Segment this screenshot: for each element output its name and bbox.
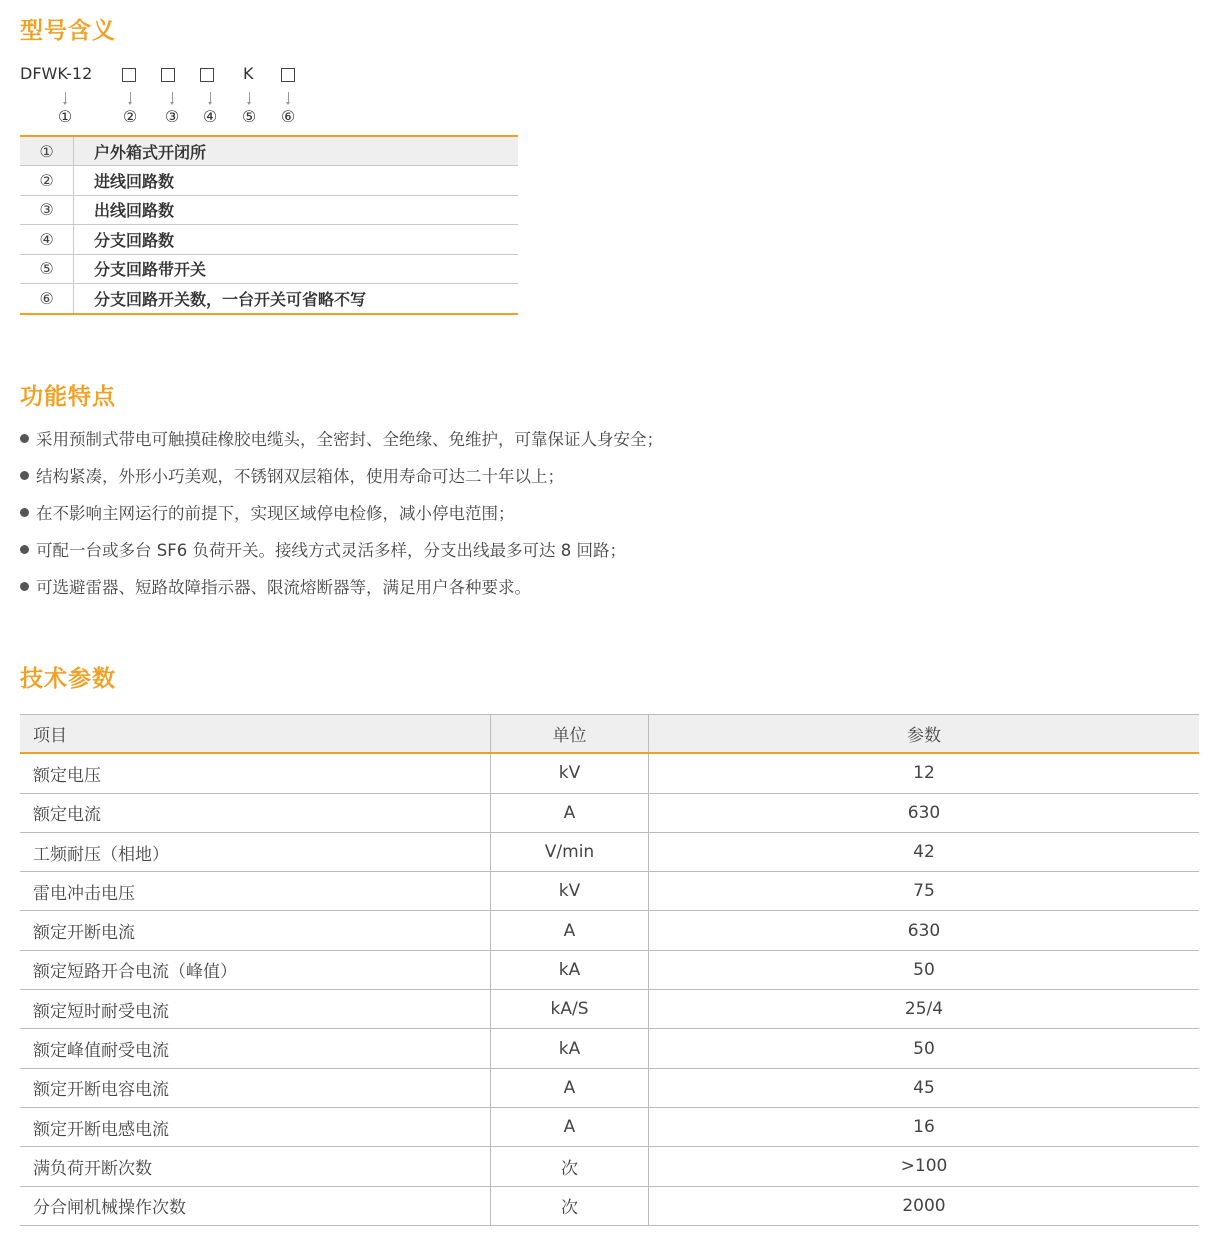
arrow-down-icon	[130, 92, 131, 104]
table-header-row	[20, 715, 1199, 754]
param-unit: A	[491, 1108, 649, 1146]
table-row	[20, 137, 518, 166]
table-row	[20, 1147, 1199, 1186]
param-unit: kV	[491, 872, 649, 910]
param-unit: 次	[491, 1147, 649, 1185]
param-item: 额定短路开合电流（峰值）	[20, 951, 491, 989]
marker-5: ⑤	[241, 107, 257, 126]
table-row	[20, 1187, 1199, 1226]
meaning-num: ⑤	[20, 255, 74, 283]
table-row	[20, 166, 518, 195]
param-value: 45	[913, 1077, 935, 1098]
param-unit: V/min	[491, 833, 649, 871]
list-item	[20, 428, 663, 452]
model-code-prefix: DFWK-12	[20, 64, 93, 83]
bullet-icon	[20, 582, 29, 591]
param-unit: 次	[491, 1187, 649, 1225]
code-slot-2	[122, 68, 136, 82]
param-value: 50	[913, 959, 935, 980]
bullet-icon	[20, 471, 29, 480]
feature-text: 在不影响主网运行的前提下，实现区域停电检修，减小停电范围；	[36, 504, 515, 523]
param-value: 630	[907, 920, 941, 941]
column-header-unit: 单位	[491, 715, 649, 752]
arrow-down-icon	[172, 92, 173, 104]
feature-text: 采用预制式带电可触摸硅橡胶电缆头，全密封、全绝缘、免维护，可靠保证人身安全；	[36, 430, 663, 449]
column-header-item: 项目	[20, 715, 491, 752]
arrow-down-icon	[65, 92, 66, 104]
param-item: 额定开断电流	[20, 911, 491, 949]
bullet-icon	[20, 508, 29, 517]
arrow-down-icon	[210, 92, 211, 104]
param-unit: kA/S	[491, 990, 649, 1028]
list-item	[20, 502, 515, 526]
meaning-text: 分支回路数	[94, 230, 175, 250]
param-item: 额定开断电容电流	[20, 1069, 491, 1107]
table-row	[20, 754, 1199, 793]
table-row	[20, 794, 1199, 833]
param-value: 50	[913, 1038, 935, 1059]
marker-1: ①	[57, 107, 73, 126]
param-unit: kA	[491, 1029, 649, 1067]
table-row	[20, 833, 1199, 872]
meaning-num: ④	[20, 225, 74, 253]
feature-text: 结构紧凑，外形小巧美观，不锈钢双层箱体，使用寿命可达二十年以上；	[36, 467, 564, 486]
param-item: 额定电压	[20, 754, 491, 792]
features-section-title: 功能特点	[20, 384, 116, 410]
param-item: 额定开断电感电流	[20, 1108, 491, 1146]
feature-text: 可配一台或多台 SF6 负荷开关。接线方式灵活多样，分支出线最多可达 8 回路；	[36, 541, 626, 560]
meaning-text: 出线回路数	[94, 201, 175, 221]
marker-3: ③	[164, 107, 180, 126]
bullet-icon	[20, 434, 29, 443]
bullet-icon	[20, 545, 29, 554]
meaning-num: ②	[20, 166, 74, 194]
column-header-value: 参数	[907, 726, 941, 747]
list-item	[20, 539, 626, 563]
param-unit: A	[491, 1069, 649, 1107]
param-item: 雷电冲击电压	[20, 872, 491, 910]
table-row	[20, 1029, 1199, 1068]
meaning-text: 分支回路带开关	[94, 260, 207, 280]
table-row	[20, 872, 1199, 911]
table-row	[20, 1069, 1199, 1108]
table-row	[20, 990, 1199, 1029]
param-item: 工频耐压（相地）	[20, 833, 491, 871]
table-row	[20, 196, 518, 225]
model-meaning-table	[20, 135, 518, 315]
param-value: 42	[913, 842, 935, 863]
param-value: 630	[907, 802, 941, 823]
feature-text: 可选避雷器、短路故障指示器、限流熔断器等，满足用户各种要求。	[36, 578, 531, 597]
table-row	[20, 225, 518, 254]
param-value: 25/4	[904, 999, 944, 1020]
meaning-num: ①	[20, 137, 74, 165]
param-value: 12	[913, 763, 935, 784]
param-value: 16	[913, 1117, 935, 1138]
model-section-title: 型号含义	[20, 18, 116, 44]
table-row	[20, 951, 1199, 990]
code-slot-6	[281, 68, 295, 82]
meaning-num: ⑥	[20, 284, 74, 313]
marker-4: ④	[202, 107, 218, 126]
table-row	[20, 1108, 1199, 1147]
table-row	[20, 284, 518, 313]
list-item	[20, 576, 531, 600]
param-item: 额定峰值耐受电流	[20, 1029, 491, 1067]
param-value: 2000	[902, 1195, 946, 1216]
meaning-text: 分支回路开关数，一台开关可省略不写	[94, 290, 367, 310]
param-unit: A	[491, 911, 649, 949]
param-value: 75	[913, 881, 935, 902]
marker-6: ⑥	[280, 107, 296, 126]
code-slot-3	[161, 68, 175, 82]
param-item: 分合闸机械操作次数	[20, 1187, 491, 1225]
params-table	[20, 714, 1199, 1226]
code-slot-4	[200, 68, 214, 82]
param-unit: A	[491, 794, 649, 832]
code-letter-k: K	[243, 64, 254, 83]
meaning-text: 户外箱式开闭所	[94, 142, 207, 162]
table-row	[20, 255, 518, 284]
meaning-num: ③	[20, 196, 74, 224]
param-item: 额定短时耐受电流	[20, 990, 491, 1028]
marker-2: ②	[122, 107, 138, 126]
param-item: 额定电流	[20, 794, 491, 832]
params-section-title: 技术参数	[20, 666, 116, 692]
arrow-down-icon	[249, 92, 250, 104]
list-item	[20, 465, 564, 489]
arrow-down-icon	[288, 92, 289, 104]
param-unit: kV	[491, 754, 649, 792]
meaning-text: 进线回路数	[94, 172, 175, 192]
param-value: >100	[900, 1156, 948, 1177]
param-item: 满负荷开断次数	[20, 1147, 491, 1185]
table-row	[20, 911, 1199, 950]
param-unit: kA	[491, 951, 649, 989]
